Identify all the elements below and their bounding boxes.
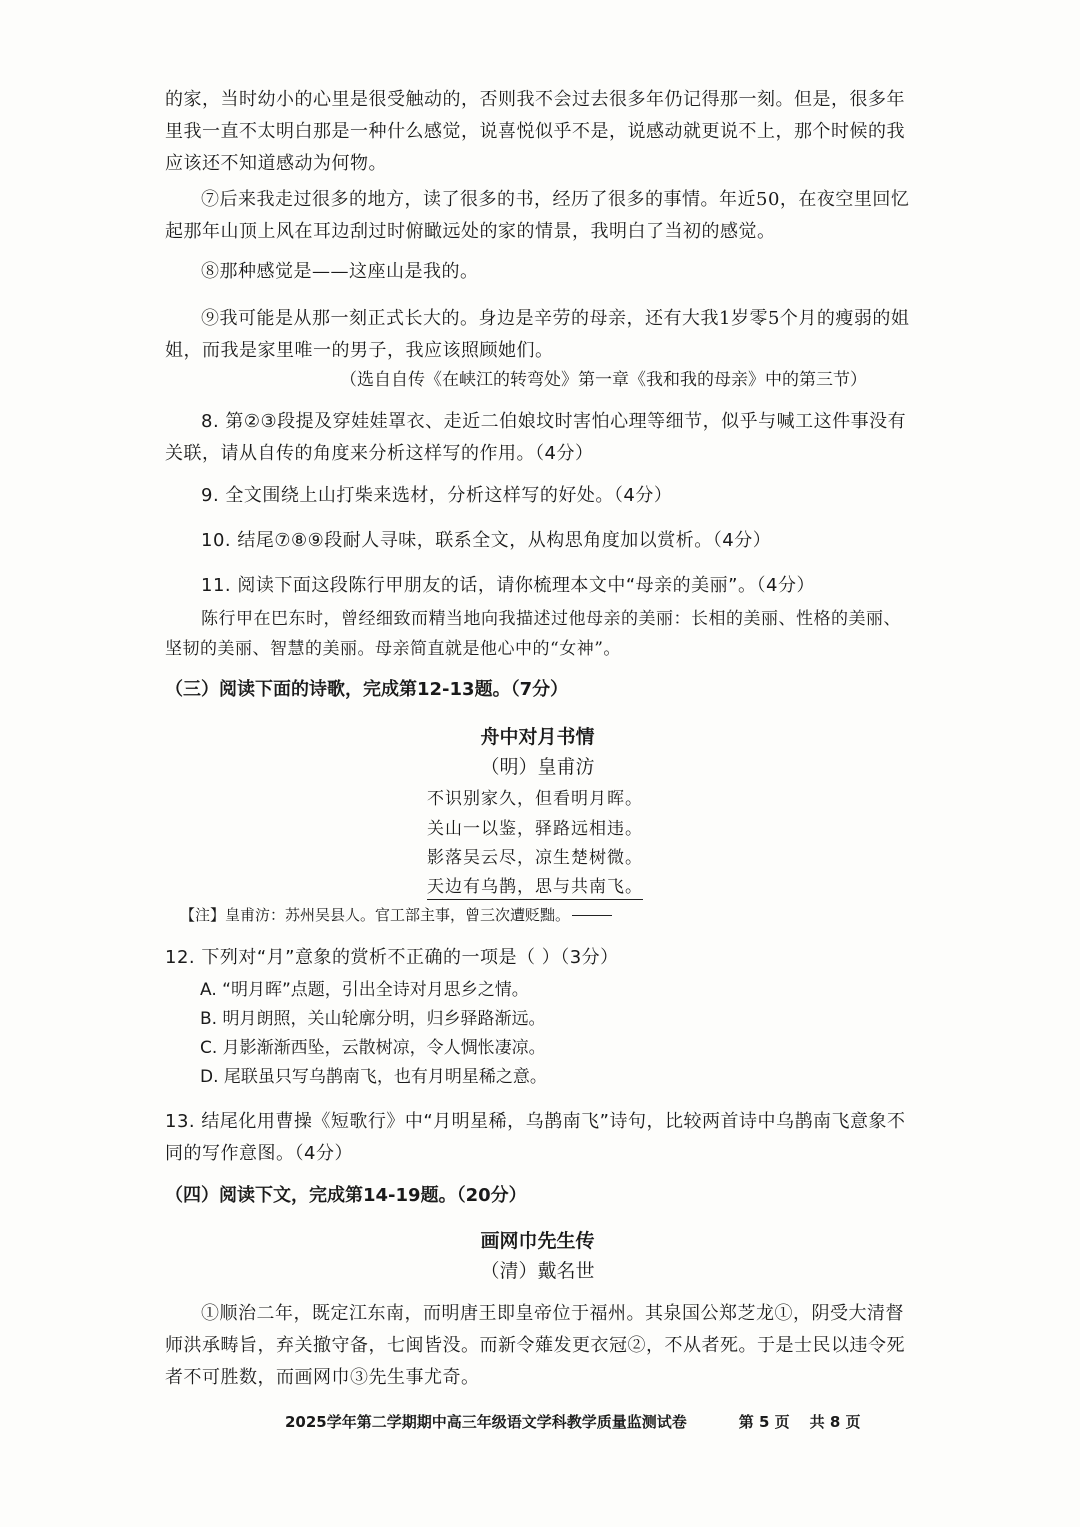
- passage-source: （选自自传《在峡江的转弯处》第一章《我和我的母亲》中的第三节）: [340, 370, 867, 390]
- question-9: 9. 全文围绕上山打柴来选材，分析这样写的好处。（4分）: [201, 485, 673, 506]
- essay-author: （清）戴名世: [480, 1260, 595, 1282]
- question-13: 13. 结尾化用曹操《短歌行》中“月明星稀，乌鹊南飞”诗句，比较两首诗中乌鹊南飞意象不同的写作意图。（4分）: [165, 1111, 906, 1164]
- question-12: 12. 下列对“月”意象的赏析不正确的一项是（ ）（3分）: [165, 947, 619, 968]
- option-a: A. “明月晖”点题，引出全诗对月思乡之情。: [200, 980, 529, 1000]
- passage-paragraph-8: ⑧那种感觉是——这座山是我的。: [201, 261, 479, 282]
- poem-title: 舟中对月书情: [480, 726, 595, 748]
- footer-page-total: 共 8 页: [809, 1413, 861, 1431]
- passage-paragraph-6-continued: 的家，当时幼小的心里是很受触动的，否则我不会过去很多年仍记得那一刻。但是，很多年里我一直不太明白那是一种什么感觉，说喜悦似乎不是，说感动就更说不上，那个时候的我应该还不知道感动为何物。: [165, 89, 905, 174]
- essay-title: 画网巾先生传: [480, 1230, 595, 1252]
- note-dash: [572, 915, 612, 916]
- question-11: 11. 阅读下面这段陈行甲朋友的话，请你梳理本文中“母亲的美丽”。（4分）: [201, 575, 815, 596]
- poem-note: [180, 902, 612, 928]
- footer-page-number: 第 5 页: [738, 1413, 790, 1431]
- question-11-quote: 陈行甲在巴东时，曾经细致而精当地向我描述过他母亲的美丽：长相的美丽、性格的美丽、坚韧的美丽、智慧的美丽。母亲简直就是他心中的“女神”。: [165, 609, 901, 659]
- poem-author: （明）皇甫汸: [480, 756, 595, 778]
- passage-paragraph-9: ⑨我可能是从那一刻正式长大的。身边是辛劳的母亲，还有大我1岁零5个月的瘦弱的姐姐，而我是家里唯一的男子，我应该照顾她们。: [165, 308, 910, 361]
- footer-exam-title: 2025学年第二学期期中高三年级语文学科教学质量监测试卷: [285, 1413, 687, 1431]
- poem-line-2: 关山一以鉴，驿路远相违。: [427, 819, 643, 839]
- essay-paragraph-1: ①顺治二年，既定江东南，而明唐王即皇帝位于福州。其泉国公郑芝龙①，阴受大清督师洪承畴旨，弃关撤守备，七闽皆没。而新令薙发更衣冠②，不从者死。于是士民以违令死者不可胜数，而画网巾③先生事尤奇。: [165, 1303, 905, 1388]
- poem-line-4: [427, 872, 643, 902]
- option-d: D. 尾联虽只写乌鹊南飞，也有月明星稀之意。: [200, 1067, 547, 1087]
- poem-line-1: 不识别家久，但看明月晖。: [427, 789, 643, 809]
- section-4-heading: （四）阅读下文，完成第14-19题。（20分）: [165, 1185, 527, 1206]
- page-footer: [285, 1410, 861, 1434]
- section-3-heading: （三）阅读下面的诗歌，完成第12-13题。（7分）: [165, 679, 569, 700]
- poem-line-4-text: 天边有乌鹊，思与共南飞。: [427, 877, 643, 900]
- poem-line-3: 影落吴云尽，凉生楚树微。: [427, 848, 643, 868]
- question-10: 10. 结尾⑦⑧⑨段耐人寻味，联系全文，从构思角度加以赏析。（4分）: [201, 530, 772, 551]
- option-b: B. 明月朗照，关山轮廓分明，归乡驿路渐远。: [200, 1009, 546, 1029]
- passage-paragraph-7: ⑦后来我走过很多的地方，读了很多的书，经历了很多的事情。年近50，在夜空里回忆起那年山顶上风在耳边刮过时俯瞰远处的家的情景，我明白了当初的感觉。: [165, 189, 910, 242]
- option-c: C. 月影渐渐西坠，云散树凉，令人惆怅凄凉。: [200, 1038, 546, 1058]
- question-8: 8. 第②③段提及穿娃娃罩衣、走近二伯娘坟时害怕心理等细节，似乎与喊工这件事没有关联，请从自传的角度来分析这样写的作用。（4分）: [165, 411, 907, 464]
- poem-note-text: 【注】皇甫汸：苏州吴县人。官工部主事，曾三次遭贬黜。: [180, 906, 571, 924]
